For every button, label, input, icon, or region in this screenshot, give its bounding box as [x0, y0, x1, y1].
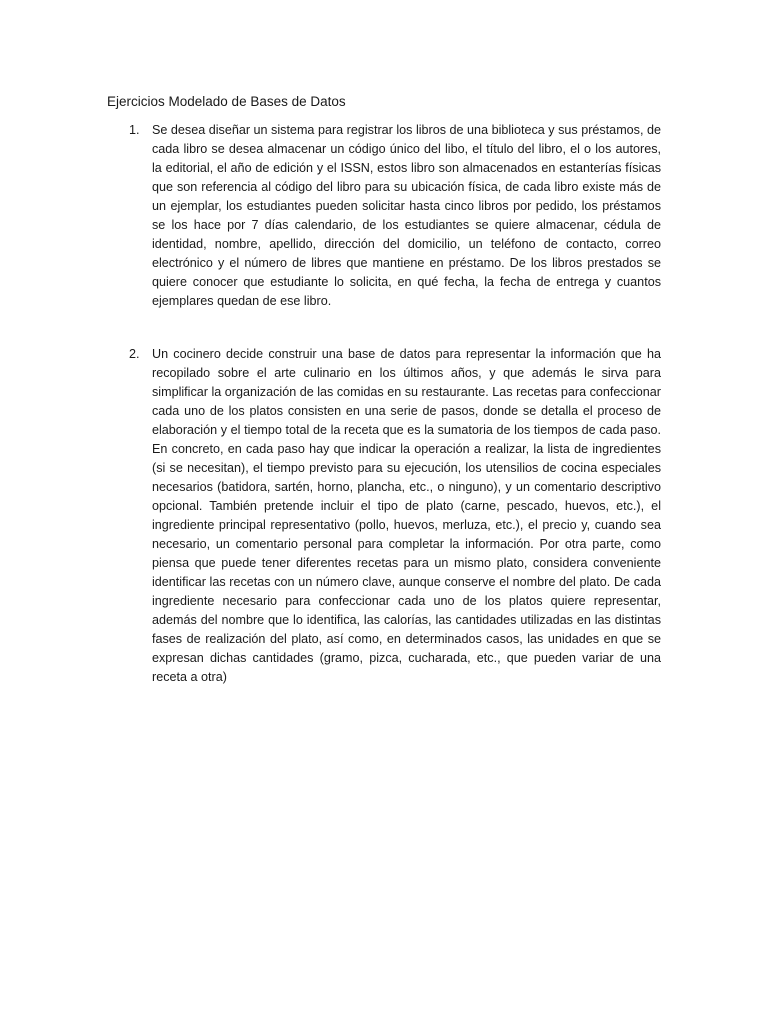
exercise-text: Un cocinero decide construir una base de datos para representar la información que ha recopilado sobre el arte culinario en los últimos años, y que además le sirva para simplificar la organización de las comidas en su restaurante. Las recetas para confeccionar cada uno de los platos consisten en una serie de pasos, donde se detalla el proceso de elaboración y el tiempo total de la receta que es la sumatoria de los tiempos de cada paso. En concreto, en cada paso hay que indicar la operación a realizar, la lista de ingredientes (si se necesitan), el tiempo previsto para su ejecución, los utensilios de cocina especiales necesarios (batidora, sartén, horno, plancha, etc., o ninguno), y un comentario descriptivo opcional. También pretende incluir el tipo de plato (carne, pescado, huevos, etc.), el ingrediente principal representativo (pollo, huevos, merluza, etc.), el precio y, cuando sea necesario, un comentario personal para completar la información. Por otra parte, como piensa que puede tener diferentes recetas para un mismo plato, considera conveniente identificar las recetas con un número clave, aunque conserve el nombre del plato. De cada ingrediente necesario para confeccionar cada uno de los platos quiere representar, además del nombre que lo identifica, las calorías, las cantidades utilizadas en las distintas fases de realización del plato, así como, en determinados casos, las unidades en que se expresan dichas cantidades (gramo, pizca, cucharada, etc., que pueden variar de una receta a otra): [152, 347, 661, 684]
exercise-text: Se desea diseñar un sistema para registrar los libros de una biblioteca y sus préstamos, de cada libro se desea almacenar un código único del libo, el título del libro, el o los autores, la editorial, el año de edición y el ISSN, estos libro son almacenados en estanterías físicas que son referencia al código del libro para su ubicación física, de cada libro existe más de un ejemplar, los estudiantes pueden solicitar hasta cinco libros por pedido, los préstamos se los hace por 7 días calendario, de los estudiantes se quiere almacenar, cédula de identidad, nombre, apellido, dirección del domicilio, un teléfono de contacto, correo electrónico y el número de libres que mantiene en préstamo. De los libros prestados se quiere conocer que estudiante lo solicita, en qué fecha, la fecha de entrega y cuantos ejemplares quedan de ese libro.: [152, 123, 661, 308]
exercise-number: 2.: [129, 347, 140, 361]
exercise-item-2: [107, 345, 661, 687]
exercise-list: [107, 345, 661, 687]
exercise-item-1: [107, 121, 661, 311]
exercise-number: 1.: [129, 123, 140, 137]
document-title: Ejercicios Modelado de Bases de Datos: [107, 94, 346, 109]
exercise-list: [107, 121, 661, 311]
